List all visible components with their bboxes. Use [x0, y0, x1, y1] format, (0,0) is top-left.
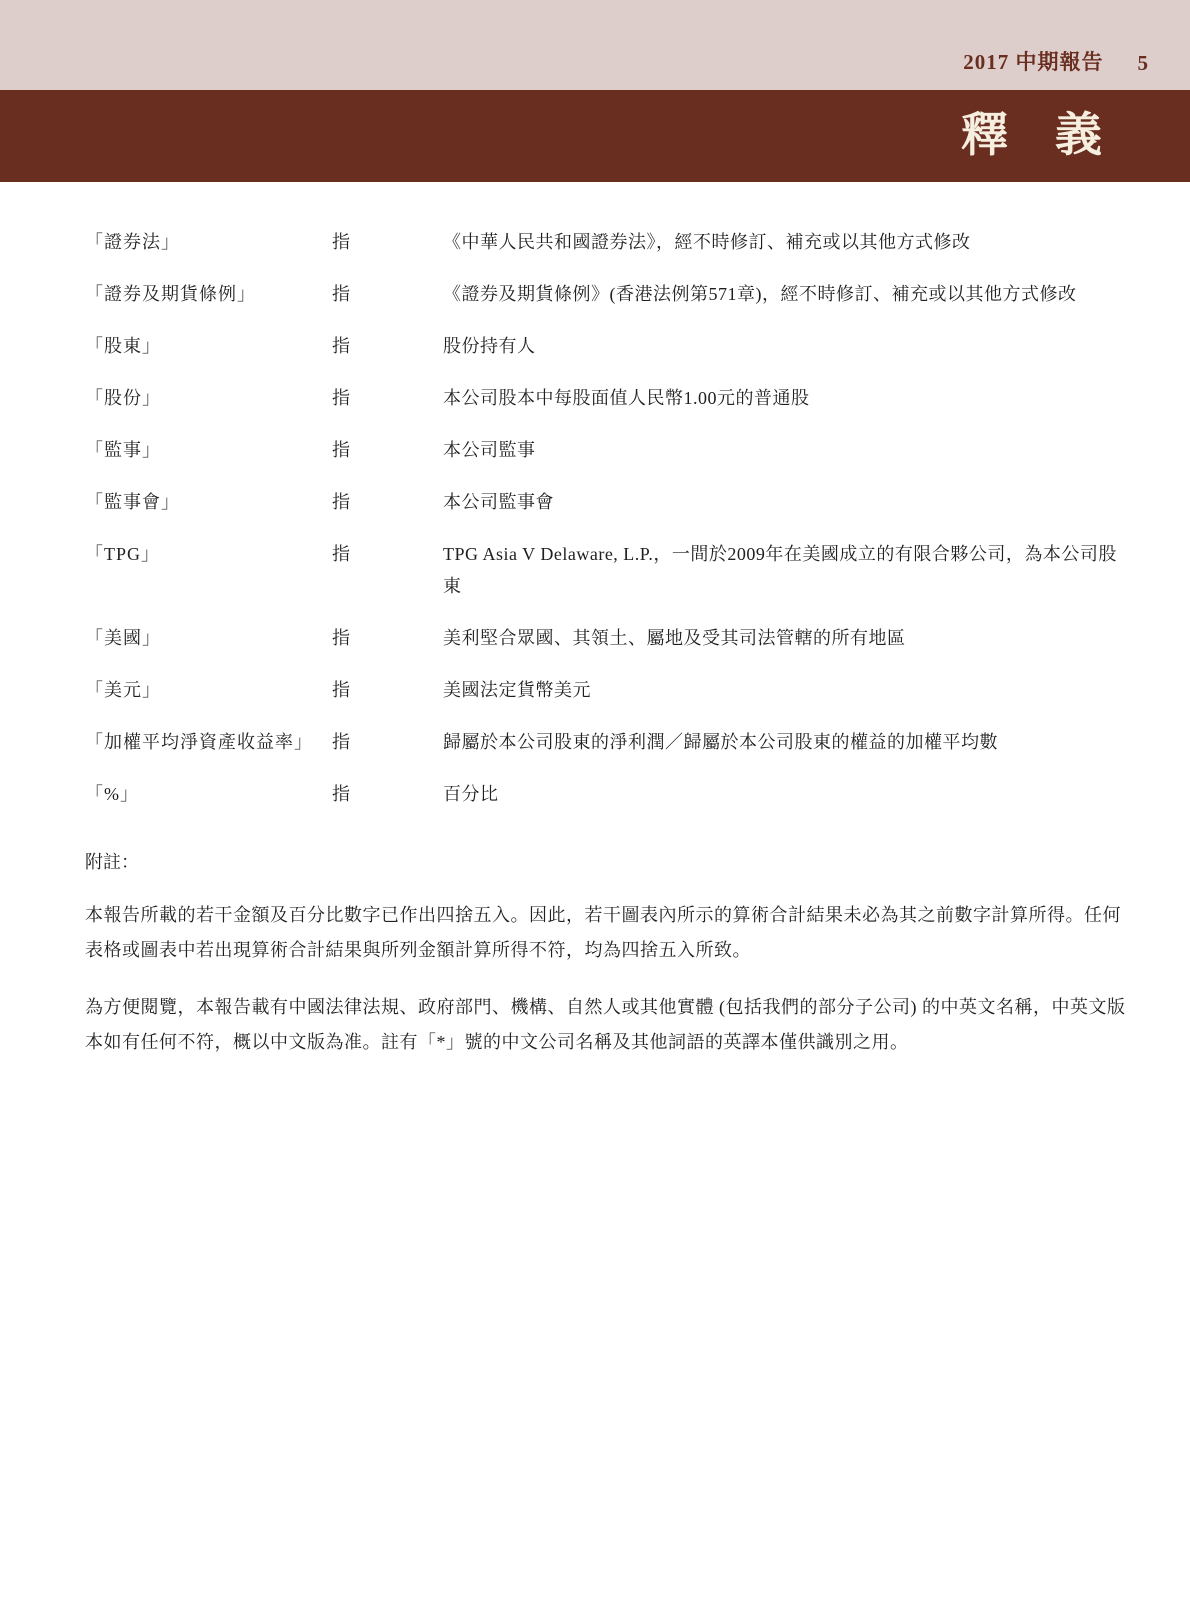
definition-term: 「加權平均淨資產收益率」: [85, 732, 313, 752]
definition-text: 美利堅合眾國、其領土、屬地及受其司法管轄的所有地區: [443, 628, 906, 648]
definition-text: 《證券及期貨條例》(香港法例第571章)，經不時修訂、補充或以其他方式修改: [443, 284, 1077, 304]
definition-row: [85, 622, 1135, 654]
definition-indicator: 指: [332, 628, 350, 648]
definition-indicator: 指: [332, 732, 350, 752]
definition-row: [85, 278, 1135, 310]
definition-text: TPG Asia V Delaware, L.P.，一間於2009年在美國成立的有限合夥公司，為本公司股東: [443, 544, 1117, 596]
content-area: [0, 182, 1190, 1060]
report-title: 2017 中期報告: [963, 50, 1104, 74]
definition-row: [85, 486, 1135, 518]
definition-row: [85, 726, 1135, 758]
definition-indicator: 指: [332, 680, 350, 700]
definition-row: [85, 226, 1135, 258]
definition-indicator: 指: [332, 440, 350, 460]
note-paragraph-2: 為方便閱覽，本報告載有中國法律法規、政府部門、機構、自然人或其他實體 (包括我們的部分子公司) 的中英文名稱，中英文版本如有任何不符，概以中文版為准。註有「*」號的中文公司名稱及其他詞語的英譯本僅供識別之用。: [85, 997, 1126, 1052]
notes-section: [85, 846, 1135, 1060]
definition-text: 本公司監事: [443, 440, 536, 460]
definition-indicator: 指: [332, 388, 350, 408]
definition-term: 「美國」: [85, 628, 161, 648]
definition-term: 「TPG」: [85, 544, 161, 564]
definition-text: 歸屬於本公司股東的淨利潤／歸屬於本公司股東的權益的加權平均數: [443, 732, 998, 752]
definition-indicator: 指: [332, 544, 350, 564]
definition-text: 股份持有人: [443, 336, 536, 356]
definition-text: 百分比: [443, 784, 499, 804]
definition-row: [85, 382, 1135, 414]
definition-term: 「股東」: [85, 336, 161, 356]
chapter-title: 釋 義: [961, 109, 1102, 162]
definition-text: 本公司股本中每股面值人民幣1.00元的普通股: [443, 388, 810, 408]
definition-row: [85, 434, 1135, 466]
definition-term: 「股份」: [85, 388, 161, 408]
definition-term: 「美元」: [85, 680, 161, 700]
definition-text: 美國法定貨幣美元: [443, 680, 591, 700]
notes-label: 附註：: [85, 852, 139, 872]
note-paragraph-1: 本報告所載的若干金額及百分比數字已作出四捨五入。因此，若干圖表內所示的算術合計結果未必為其之前數字計算所得。任何表格或圖表中若出現算術合計結果與所列金額計算所得不符，均為四捨五入所致。: [85, 905, 1121, 960]
definition-text: 《中華人民共和國證券法》，經不時修訂、補充或以其他方式修改: [443, 232, 971, 252]
page-number: 5: [1137, 51, 1148, 75]
definition-term: 「監事」: [85, 440, 161, 460]
chapter-header-bar: [0, 90, 1190, 182]
definition-term: 「監事會」: [85, 492, 180, 512]
definition-indicator: 指: [332, 232, 350, 252]
definition-indicator: 指: [332, 784, 350, 804]
definition-row: [85, 538, 1135, 602]
definition-indicator: 指: [332, 284, 350, 304]
definition-term: 「證券及期貨條例」: [85, 284, 256, 304]
definition-term: 「證券法」: [85, 232, 180, 252]
definition-indicator: 指: [332, 492, 350, 512]
definition-text: 本公司監事會: [443, 492, 554, 512]
top-band: [0, 0, 1190, 90]
definition-term: 「%」: [85, 784, 139, 804]
definition-row: [85, 778, 1135, 810]
definition-row: [85, 330, 1135, 362]
definition-indicator: 指: [332, 336, 350, 356]
definition-row: [85, 674, 1135, 706]
definitions-list: [85, 226, 1135, 810]
